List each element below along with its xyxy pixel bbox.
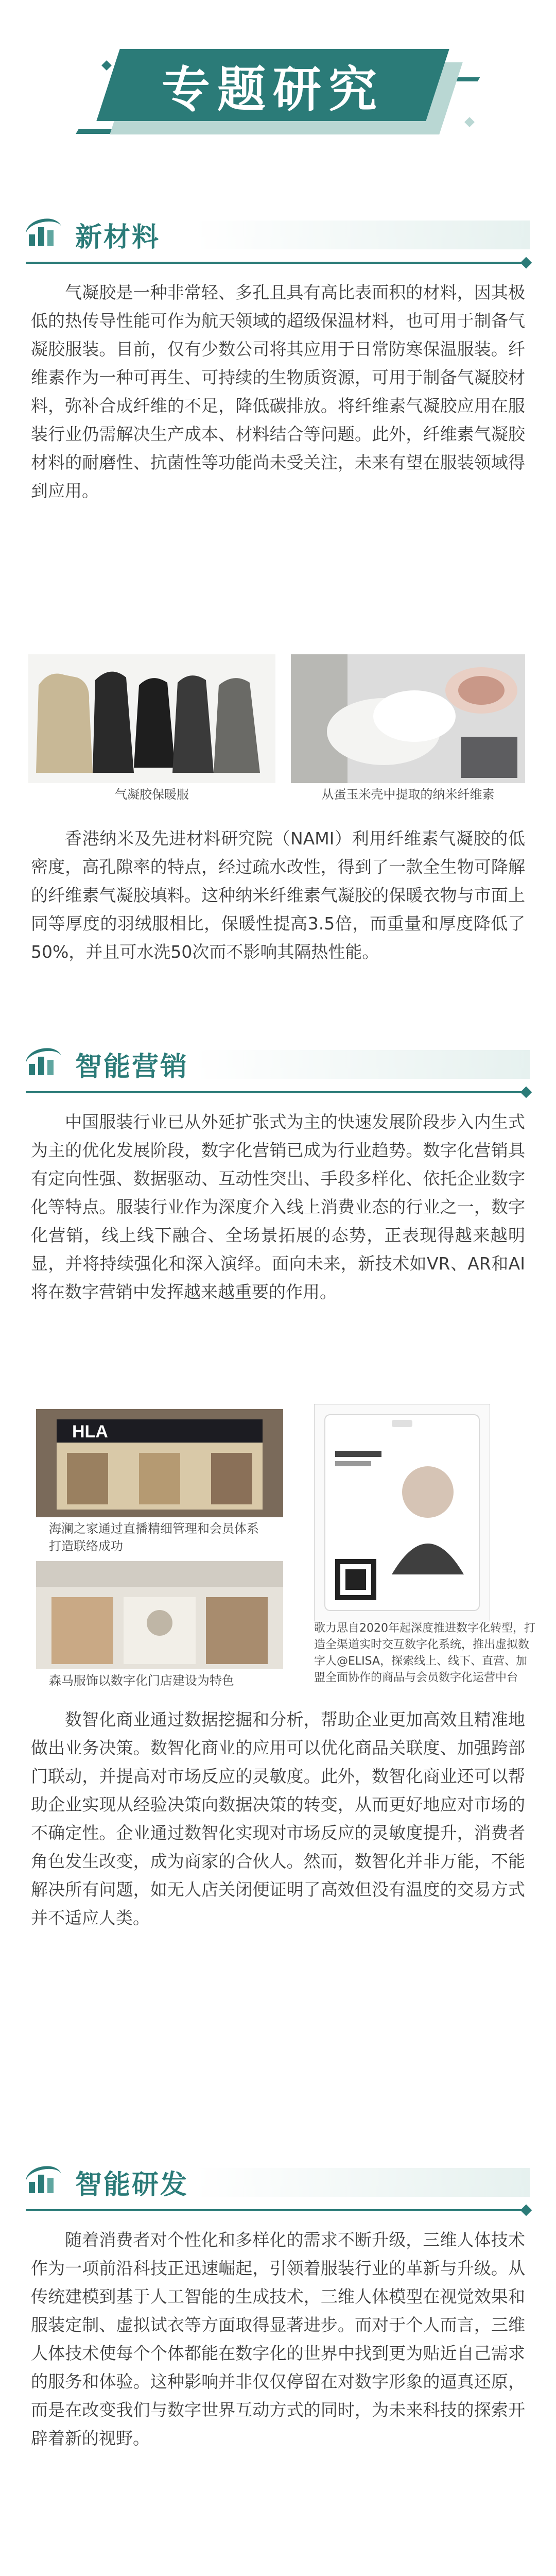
image-caption: 海澜之家通过直播精细管理和会员体系打造联络成功 bbox=[49, 1521, 259, 1553]
image-caption: 歌力思自2020年起深度推进数字化转型，打造全渠道实时交互数字化系统，推出虚拟数字人@ELISA，探索线上、线下、直营、加盟全面协作的商品与会员数字化运营中台 bbox=[314, 1622, 535, 1684]
section-divider bbox=[26, 262, 530, 264]
section-header-bg bbox=[196, 221, 530, 249]
semir-store-photo bbox=[36, 1561, 283, 1669]
paragraph: 随着消费者对个性化和多样化的需求不断升级，三维人体技术作为一项前沿科技正迅速崛起，引领着服装行业的革新与升级。从传统建模到基于人工智能的生成技术，三维人体模型在视觉效果和服装定制、虚拟试衣等方面取得显著进步。而对于个人而言，三维人体技术使每个个体都能在数字化的世界中找到更为贴近自己需求的服务和体验。这种影响并非仅仅停留在对数字形象的逼真还原，而是在改变我们与数字世界互动方式的同时，为未来科技的探索开辟着新的视野。 bbox=[31, 2230, 525, 2448]
header-banner bbox=[0, 0, 556, 201]
paragraph: 中国服装行业已从外延扩张式为主的快速发展阶段步入内生式为主的优化发展阶段，数字化营销已成为行业趋势。数字化营销具有定向性强、数据驱动、互动性突出、手段多样化、依托企业数字化等特点。服装行业作为深度介入线上消费业态的行业之一，数字化营销，线上线下融合、全场景拓展的态势，正表现得越来越明显，并将持续强化和深入演绎。面向未来，新技术如VR、AR和AI将在数字营销中发挥越来越重要的作用。 bbox=[31, 1112, 525, 1302]
section-header-bg bbox=[196, 1050, 530, 1079]
chart-logo-icon bbox=[26, 1047, 72, 1080]
section-header-rnd bbox=[26, 2159, 188, 2205]
section-title: 智能营销 bbox=[75, 1051, 189, 1082]
nanocellulose-photo bbox=[291, 654, 525, 783]
elisa-badge-photo bbox=[314, 1404, 490, 1621]
section-title: 新材料 bbox=[75, 222, 161, 253]
section-divider bbox=[26, 1091, 530, 1093]
paragraph: 气凝胶是一种非常轻、多孔且具有高比表面积的材料，因其极低的热传导性能可作为航天领域的超级保温材料，也可用于制备气凝胶服装。目前，仅有少数公司将其应用于日常防寒保温服装。纤维素作为一种可再生、可持续的生物质资源，可用于制备气凝胶材料，弥补合成纤维的不足，降低碳排放。将纤维素气凝胶应用在服装行业仍需解决生产成本、材料结合等问题。此外，纤维素气凝胶材料的耐磨性、抗菌性等功能尚未受关注，未来有望在服装领域得到应用。 bbox=[31, 282, 525, 501]
hla-store-photo bbox=[36, 1409, 283, 1517]
chart-logo-icon bbox=[26, 218, 72, 251]
image-caption: 气凝胶保暖服 bbox=[115, 787, 189, 802]
section-divider bbox=[26, 2209, 530, 2211]
section-header-bg bbox=[196, 2168, 530, 2197]
aerogel-jacket-photo bbox=[28, 654, 275, 783]
page-title: 专题研究 bbox=[161, 61, 384, 118]
image-caption: 森马服饰以数字化门店建设为特色 bbox=[49, 1673, 234, 1688]
chart-logo-icon bbox=[26, 2165, 72, 2198]
section-header-marketing bbox=[26, 1041, 188, 1087]
decor-diamond bbox=[464, 117, 475, 127]
paragraph: 数智化商业通过数据挖掘和分析，帮助企业更加高效且精准地做出业务决策。数智化商业的应用可以优化商品关联度、加强跨部门联动，并提高对市场反应的灵敏度。此外，数智化商业还可以帮助企业实现从经验决策向数据决策的转变，从而更好地应对市场的不确定性。企业通过数智化实现对市场反应的灵敏度提升，消费者角色发生改变，成为商家的合伙人。然而，数智化并非万能，不能解决所有问题，如无人店关闭便证明了高效但没有温度的交易方式并不适应人类。 bbox=[31, 1709, 525, 1928]
section-header-materials bbox=[26, 211, 160, 258]
section-title: 智能研发 bbox=[75, 2169, 189, 2200]
svg-text:HLA: HLA bbox=[72, 1422, 108, 1442]
paragraph: 香港纳米及先进材料研究院（NAMI）利用纤维素气凝胶的低密度，高孔隙率的特点，经过疏水改性，得到了一款全生物可降解的纤维素气凝胶填料。这种纳米纤维素气凝胶的保暖衣物与市面上同等厚度的羽绒服相比，保暖性提高3.5倍，而重量和厚度降低了50%，并且可水洗50次而不影响其隔热性能。 bbox=[31, 828, 525, 962]
image-caption: 从蛋玉米壳中提取的纳米纤维素 bbox=[321, 787, 495, 802]
